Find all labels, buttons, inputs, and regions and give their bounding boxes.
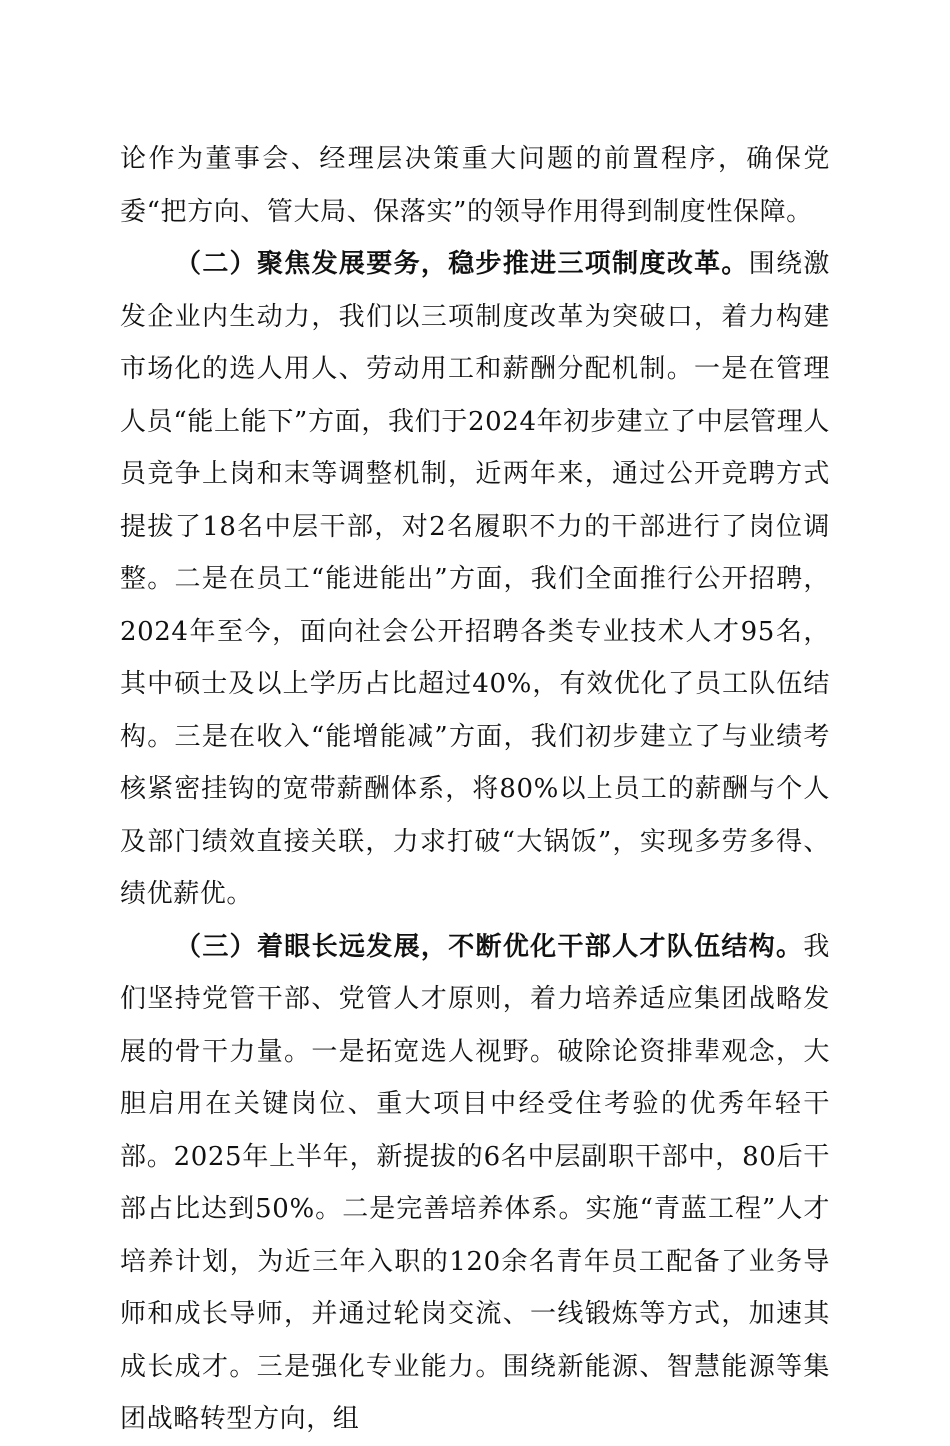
document-page xyxy=(120,133,830,1446)
paragraph-body: 论作为董事会、经理层决策重大问题的前置程序，确保党委“把方向、管大局、保落实”的领导作用得到制度性保障。 xyxy=(120,144,830,227)
paragraph-body: 围绕激发企业内生动力，我们以三项制度改革为突破口，着力构建市场化的选人用人、劳动用工和薪酬分配机制。一是在管理人员“能上能下”方面，我们于2024年初步建立了中层管理人员竞争上岗和末等调整机制，近两年来，通过公开竞聘方式提拔了18名中层干部，对2名履职不力的干部进行了岗位调整。二是在员工“能进能出”方面，我们全面推行公开招聘，2024年至今，面向社会公开招聘各类专业技术人才95名，其中硕士及以上学历占比超过40%，有效优化了员工队伍结构。三是在收入“能增能减”方面，我们初步建立了与业绩考核紧密挂钩的宽带薪酬体系，将80%以上员工的薪酬与个人及部门绩效直接关联，力求打破“大锅饭”，实现多劳多得、绩优薪优。 xyxy=(120,249,830,909)
paragraph-body: 我们坚持党管干部、党管人才原则，着力培养适应集团战略发展的骨干力量。一是拓宽选人视野。破除论资排辈观念，大胆启用在关键岗位、重大项目中经受住考验的优秀年轻干部。2025年上半年，新提拔的6名中层副职干部中，80后干部占比达到50%。二是完善培养体系。实施“青蓝工程”人才培养计划，为近三年入职的120余名青年员工配备了业务导师和成长导师，并通过轮岗交流、一线锻炼等方式，加速其成长成才。三是强化专业能力。围绕新能源、智慧能源等集团战略转型方向，组 xyxy=(120,931,830,1434)
paragraph-section-3 xyxy=(120,921,830,1446)
section-heading: （三）着眼长远发展，不断优化干部人才队伍结构。 xyxy=(175,931,804,962)
section-heading: （二）聚焦发展要务，稳步推进三项制度改革。 xyxy=(175,249,749,279)
paragraph-continuation xyxy=(120,133,830,238)
paragraph-section-2 xyxy=(120,238,830,921)
